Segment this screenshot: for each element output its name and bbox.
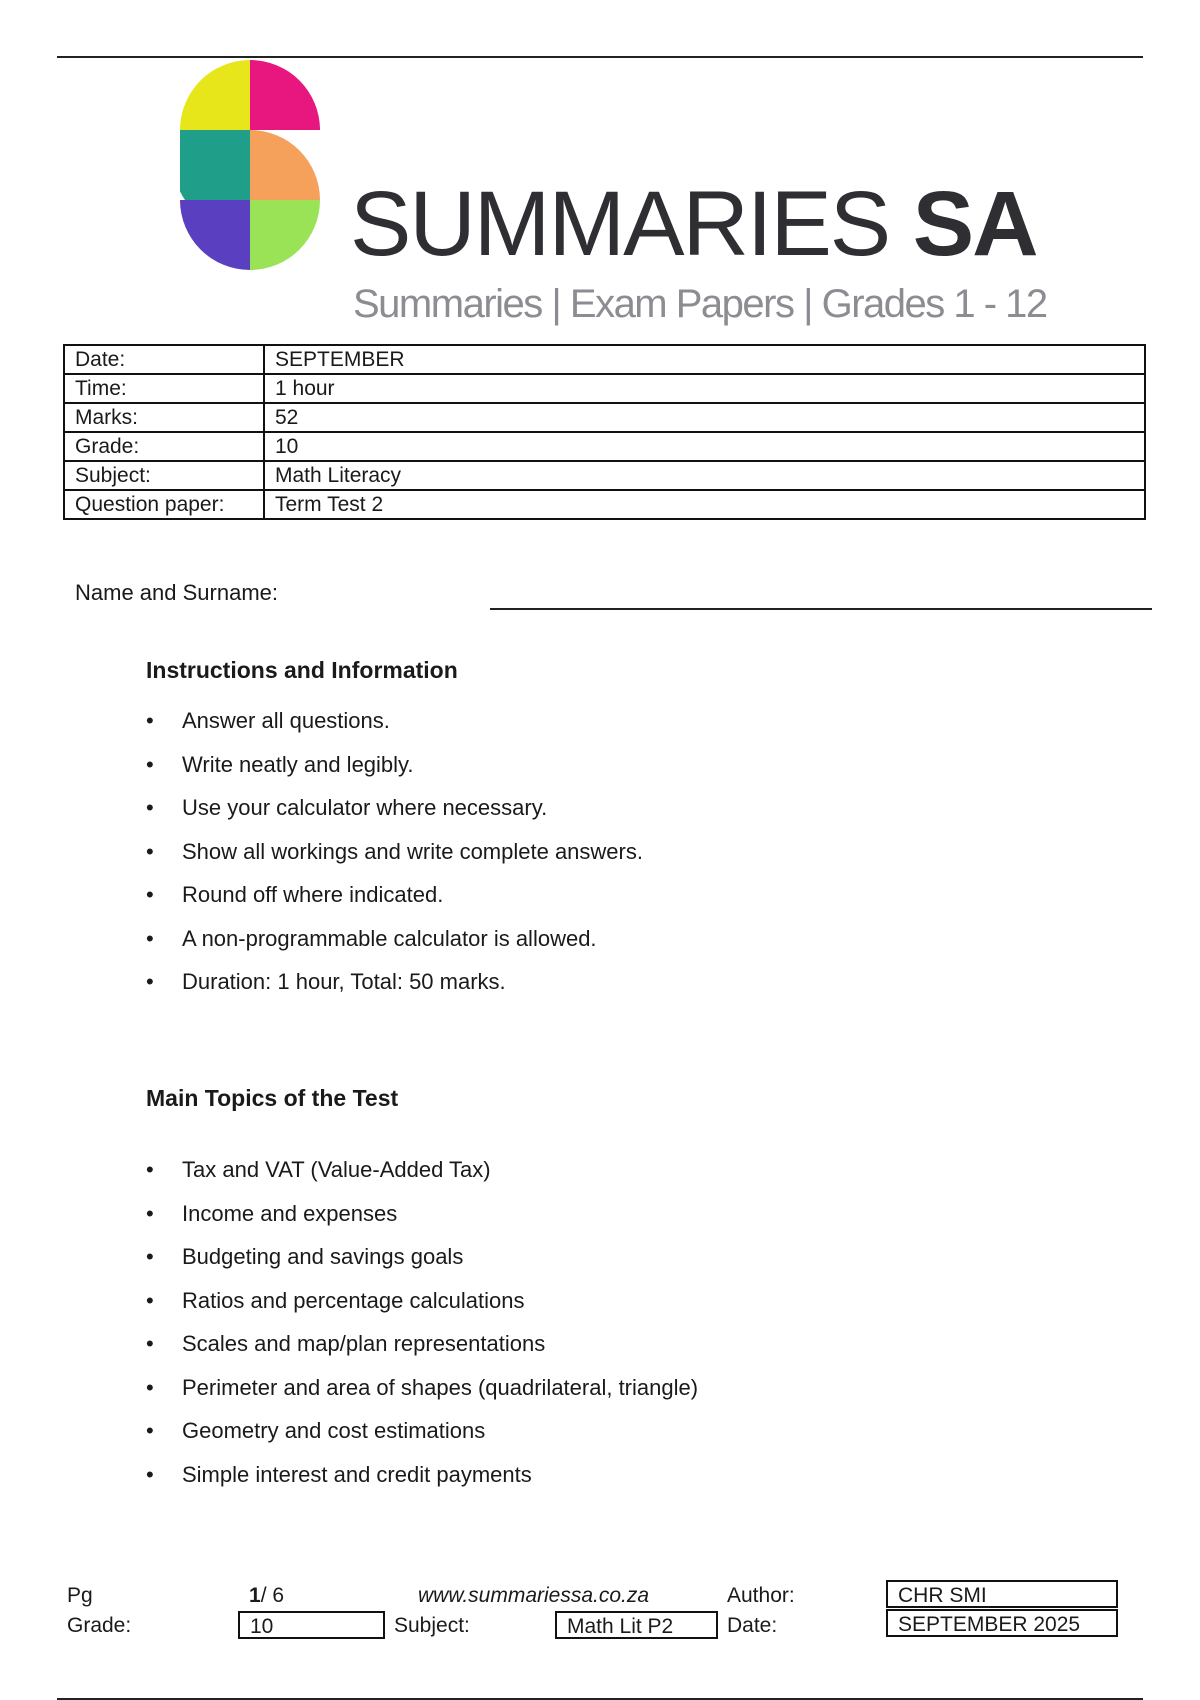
exam-info-table bbox=[63, 344, 1146, 520]
instructions-list bbox=[146, 699, 643, 1004]
instruction-item: • Use your calculator where necessary. bbox=[146, 786, 643, 830]
topic-item: • Tax and VAT (Value-Added Tax) bbox=[146, 1148, 698, 1192]
logo-yellow-petal bbox=[180, 60, 250, 130]
logo-orange-petal bbox=[250, 130, 320, 200]
footer-author-label: Author: bbox=[727, 1584, 795, 1607]
instruction-item: • Answer all questions. bbox=[146, 699, 643, 743]
footer-subject-label: Subject: bbox=[394, 1614, 470, 1637]
name-surname-label: Name and Surname: bbox=[75, 580, 278, 605]
footer-author-value: CHR SMI bbox=[886, 1580, 1118, 1608]
footer-subject-value: Math Lit P2 bbox=[555, 1611, 718, 1639]
info-row bbox=[64, 403, 1145, 432]
logo-green-petal bbox=[250, 200, 320, 270]
brand-name-bold: SA bbox=[912, 173, 1037, 275]
topic-item: • Budgeting and savings goals bbox=[146, 1235, 698, 1279]
info-row bbox=[64, 374, 1145, 403]
instruction-item: • A non-programmable calculator is allowed. bbox=[146, 917, 643, 961]
info-value: Term Test 2 bbox=[264, 490, 1145, 519]
info-row bbox=[64, 345, 1145, 374]
topic-item: • Scales and map/plan representations bbox=[146, 1322, 698, 1366]
info-value: 52 bbox=[264, 403, 1145, 432]
instruction-item: • Round off where indicated. bbox=[146, 873, 643, 917]
footer-pg-label: Pg bbox=[67, 1584, 93, 1607]
page-footer bbox=[0, 1578, 1200, 1648]
brand-name-light: SUMMARIES bbox=[350, 173, 890, 275]
logo-magenta-petal bbox=[250, 60, 320, 130]
brand-tagline: Summaries | Exam Papers | Grades 1 - 12 bbox=[353, 282, 1047, 326]
info-label: Time: bbox=[64, 374, 264, 403]
footer-page-current: 1 bbox=[249, 1584, 261, 1607]
info-row bbox=[64, 461, 1145, 490]
instruction-item: • Show all workings and write complete answers. bbox=[146, 830, 643, 874]
footer-page-number bbox=[249, 1582, 284, 1610]
info-value: SEPTEMBER bbox=[264, 345, 1145, 374]
topic-item: • Geometry and cost estimations bbox=[146, 1409, 698, 1453]
instruction-item: • Write neatly and legibly. bbox=[146, 743, 643, 787]
instructions-title: Instructions and Information bbox=[146, 657, 458, 683]
logo-purple-petal bbox=[180, 200, 250, 270]
name-surname-line bbox=[490, 608, 1152, 610]
brand-logo bbox=[180, 60, 1047, 326]
info-label: Date: bbox=[64, 345, 264, 374]
info-label: Question paper: bbox=[64, 490, 264, 519]
topic-item: • Income and expenses bbox=[146, 1192, 698, 1236]
topic-item: • Ratios and percentage calculations bbox=[146, 1279, 698, 1323]
info-label: Subject: bbox=[64, 461, 264, 490]
info-value: 1 hour bbox=[264, 374, 1145, 403]
summaries-sa-logo-icon bbox=[180, 60, 330, 280]
info-row bbox=[64, 490, 1145, 519]
footer-grade-value: 10 bbox=[238, 1611, 385, 1639]
info-value: Math Literacy bbox=[264, 461, 1145, 490]
topics-list bbox=[146, 1148, 698, 1496]
footer-date-value: SEPTEMBER 2025 bbox=[886, 1609, 1118, 1637]
info-label: Grade: bbox=[64, 432, 264, 461]
brand-name bbox=[350, 173, 1037, 275]
instruction-item: • Duration: 1 hour, Total: 50 marks. bbox=[146, 960, 643, 1004]
info-value: 10 bbox=[264, 432, 1145, 461]
footer-grade-label: Grade: bbox=[67, 1614, 132, 1637]
logo-teal-block bbox=[180, 130, 250, 200]
footer-date-label: Date: bbox=[727, 1614, 778, 1637]
info-row bbox=[64, 432, 1145, 461]
topics-title: Main Topics of the Test bbox=[146, 1085, 399, 1111]
info-label: Marks: bbox=[64, 403, 264, 432]
topic-item: • Simple interest and credit payments bbox=[146, 1453, 698, 1497]
topic-item: • Perimeter and area of shapes (quadrilateral, triangle) bbox=[146, 1366, 698, 1410]
footer-website: www.summariessa.co.za bbox=[418, 1584, 650, 1607]
footer-page-total: / 6 bbox=[260, 1584, 285, 1607]
top-rule bbox=[57, 56, 1143, 58]
